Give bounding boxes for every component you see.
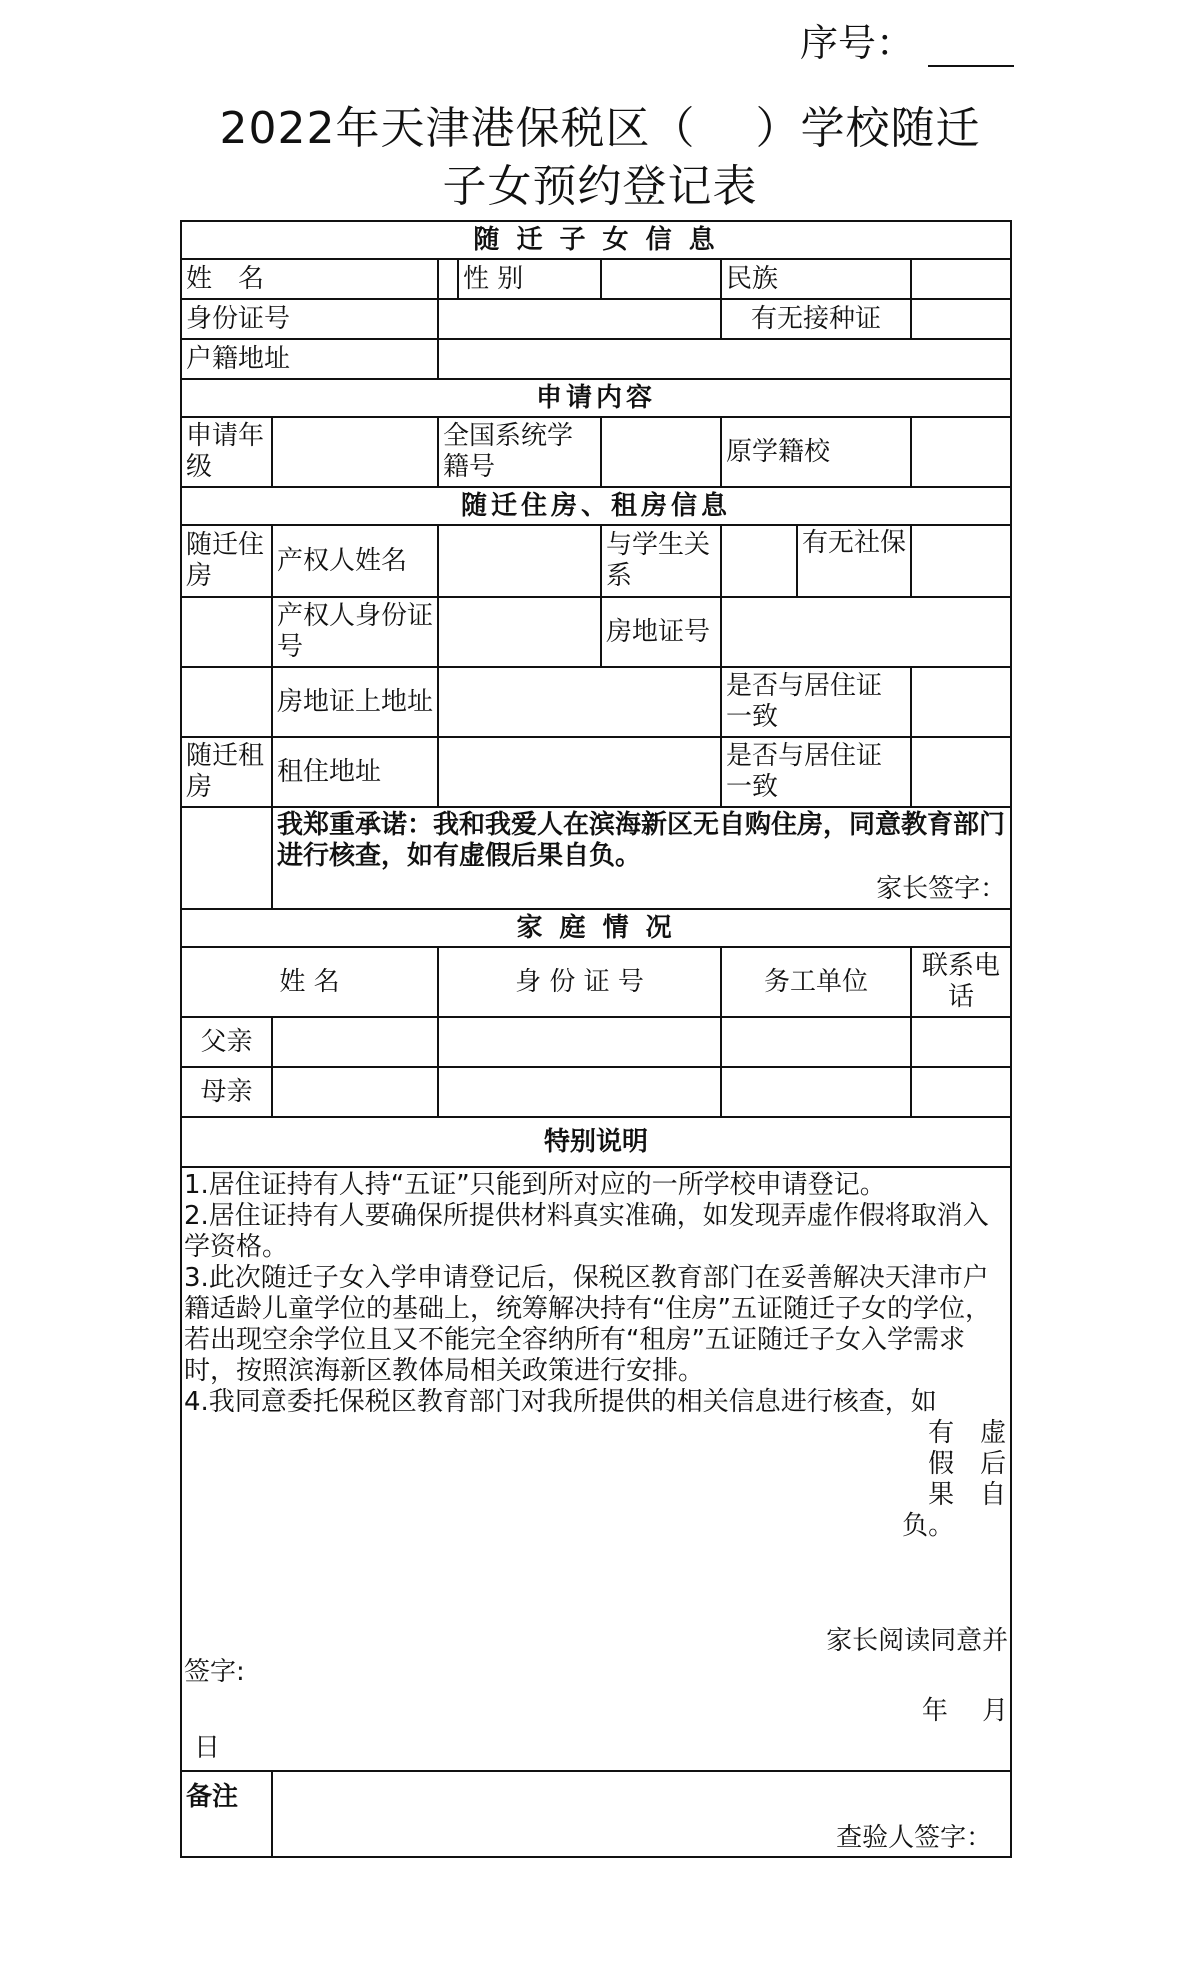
- title-line-1: 2022年天津港保税区（ ）学校随迁: [219, 103, 981, 154]
- id-number-label: 身份证号: [181, 299, 438, 339]
- deed-number-field[interactable]: [721, 597, 1011, 667]
- original-school-field[interactable]: [911, 417, 1011, 487]
- family-col-work: 务工单位: [721, 947, 911, 1017]
- owner-id-label: 产权人身份证号: [272, 597, 438, 667]
- vaccination-label: 有无接种证: [721, 299, 911, 339]
- father-id-field[interactable]: [438, 1017, 721, 1067]
- deed-address-label: 房地证上地址: [272, 667, 438, 737]
- rented-housing-label: 随迁租房: [181, 737, 272, 807]
- registration-form: [180, 220, 1012, 1858]
- vaccination-field[interactable]: [911, 299, 1011, 339]
- relation-field[interactable]: [722, 526, 798, 596]
- page-title: [160, 100, 1040, 216]
- housing-blank-2: [181, 667, 272, 737]
- note-2: 2.居住证持有人要确保所提供材料真实准确，如发现弄虚作假将取消入学资格。: [184, 1201, 989, 1262]
- inspector-signature-label[interactable]: 查验人签字：: [836, 1823, 993, 1853]
- serial-blank[interactable]: [928, 27, 1014, 67]
- mother-work-field[interactable]: [721, 1067, 911, 1117]
- mother-label: 母亲: [181, 1067, 272, 1117]
- day-label: 日: [194, 1733, 221, 1763]
- mother-id-field[interactable]: [438, 1067, 721, 1117]
- pledge-text: 我郑重承诺：我和我爱人在滨海新区无自购住房，同意教育部门进行核查，如有虚假后果自负。: [277, 810, 1006, 871]
- father-label: 父亲: [181, 1017, 272, 1067]
- mother-name-field[interactable]: [272, 1067, 438, 1117]
- ethnicity-field[interactable]: [911, 259, 1011, 299]
- original-school-label: 原学籍校: [721, 417, 911, 487]
- note-4-line-c: 假 后: [928, 1449, 1007, 1479]
- national-student-id-label: 全国系统学籍号: [438, 417, 601, 487]
- national-student-id-field[interactable]: [601, 417, 721, 487]
- note-1: 1.居住证持有人持“五证”只能到所对应的一所学校申请登记。: [184, 1170, 886, 1200]
- father-phone-field[interactable]: [911, 1017, 1011, 1067]
- note-4: 4.我同意委托保税区教育部门对我所提供的相关信息进行核查，如: [184, 1387, 937, 1417]
- remarks-field[interactable]: [272, 1771, 1011, 1857]
- remarks-label: 备注: [181, 1771, 272, 1857]
- family-col-name: 姓 名: [181, 947, 438, 1017]
- hukou-address-field[interactable]: [438, 339, 1011, 379]
- relation-label: 与学生关系: [601, 525, 721, 597]
- family-col-phone: 联系电话: [911, 947, 1011, 1017]
- note-4-continued: [184, 1418, 1008, 1542]
- housing-blank-1: [181, 597, 272, 667]
- note-4-line-b: 有 虚: [928, 1418, 1007, 1448]
- deed-number-label: 房地证号: [601, 597, 721, 667]
- ethnicity-label: 民族: [721, 259, 911, 299]
- section-child-info: 随 迁 子 女 信 息: [181, 221, 1011, 259]
- gender-field[interactable]: [601, 259, 721, 299]
- serial-number: [800, 12, 1014, 67]
- id-number-field[interactable]: [438, 299, 721, 339]
- grade-field[interactable]: [272, 417, 438, 487]
- match-residence-label-1: 是否与居住证一致: [721, 667, 911, 737]
- match-residence-field-1[interactable]: [911, 667, 1011, 737]
- read-agree-label: 家长阅读同意并: [826, 1626, 1009, 1656]
- owner-name-label: 产权人姓名: [272, 525, 438, 597]
- social-security-label: 有无社保: [802, 528, 907, 558]
- grade-label: 申请年级: [181, 417, 272, 487]
- rent-address-field[interactable]: [438, 737, 721, 807]
- pledge-cell: [272, 807, 1011, 909]
- section-special-notes: 特别说明: [181, 1117, 1011, 1167]
- family-col-id: 身 份 证 号: [438, 947, 721, 1017]
- rent-address-label: 租住地址: [272, 737, 438, 807]
- notes-sign-label[interactable]: 签字:: [184, 1657, 245, 1687]
- mother-phone-field[interactable]: [911, 1067, 1011, 1117]
- owner-id-field[interactable]: [438, 597, 601, 667]
- name-label: 姓 名: [181, 259, 438, 299]
- year-month-label: 年 月: [921, 1696, 1009, 1726]
- section-housing: 随迁住房、租房信息: [181, 487, 1011, 525]
- title-line-2: 子女预约登记表: [442, 161, 758, 212]
- owned-housing-label: 随迁住房: [181, 525, 272, 597]
- gender-label: 性 别: [458, 259, 601, 299]
- owner-name-field[interactable]: [438, 525, 601, 597]
- section-application: 申请内容: [181, 379, 1011, 417]
- serial-label: 序号：: [800, 21, 915, 65]
- hukou-address-label: 户籍地址: [181, 339, 438, 379]
- parent-signature-label[interactable]: 家长签字：: [876, 874, 1007, 904]
- father-name-field[interactable]: [272, 1017, 438, 1067]
- match-residence-label-2: 是否与居住证一致: [721, 737, 911, 807]
- relation-social-security: [721, 525, 911, 597]
- match-residence-field-2[interactable]: [911, 737, 1011, 807]
- note-4-line-d: 果 自: [928, 1480, 1007, 1510]
- note-4-line-e: 负。: [902, 1511, 955, 1541]
- father-work-field[interactable]: [721, 1017, 911, 1067]
- special-notes-cell: [181, 1167, 1011, 1771]
- deed-address-field[interactable]: [438, 667, 721, 737]
- social-security-field[interactable]: [911, 525, 1011, 597]
- note-3: 3.此次随迁子女入学申请登记后，保税区教育部门在妥善解决天津市户籍适龄儿童学位的基础上，统筹解决持有“住房”五证随迁子女的学位，若出现空余学位且又不能完全容纳所有“租房”五证随迁子女入学需求时，按照滨海新区教体局相关政策进行安排。: [184, 1263, 991, 1386]
- name-field[interactable]: [438, 259, 458, 299]
- pledge-blank: [181, 807, 272, 909]
- section-family: 家 庭 情 况: [181, 909, 1011, 947]
